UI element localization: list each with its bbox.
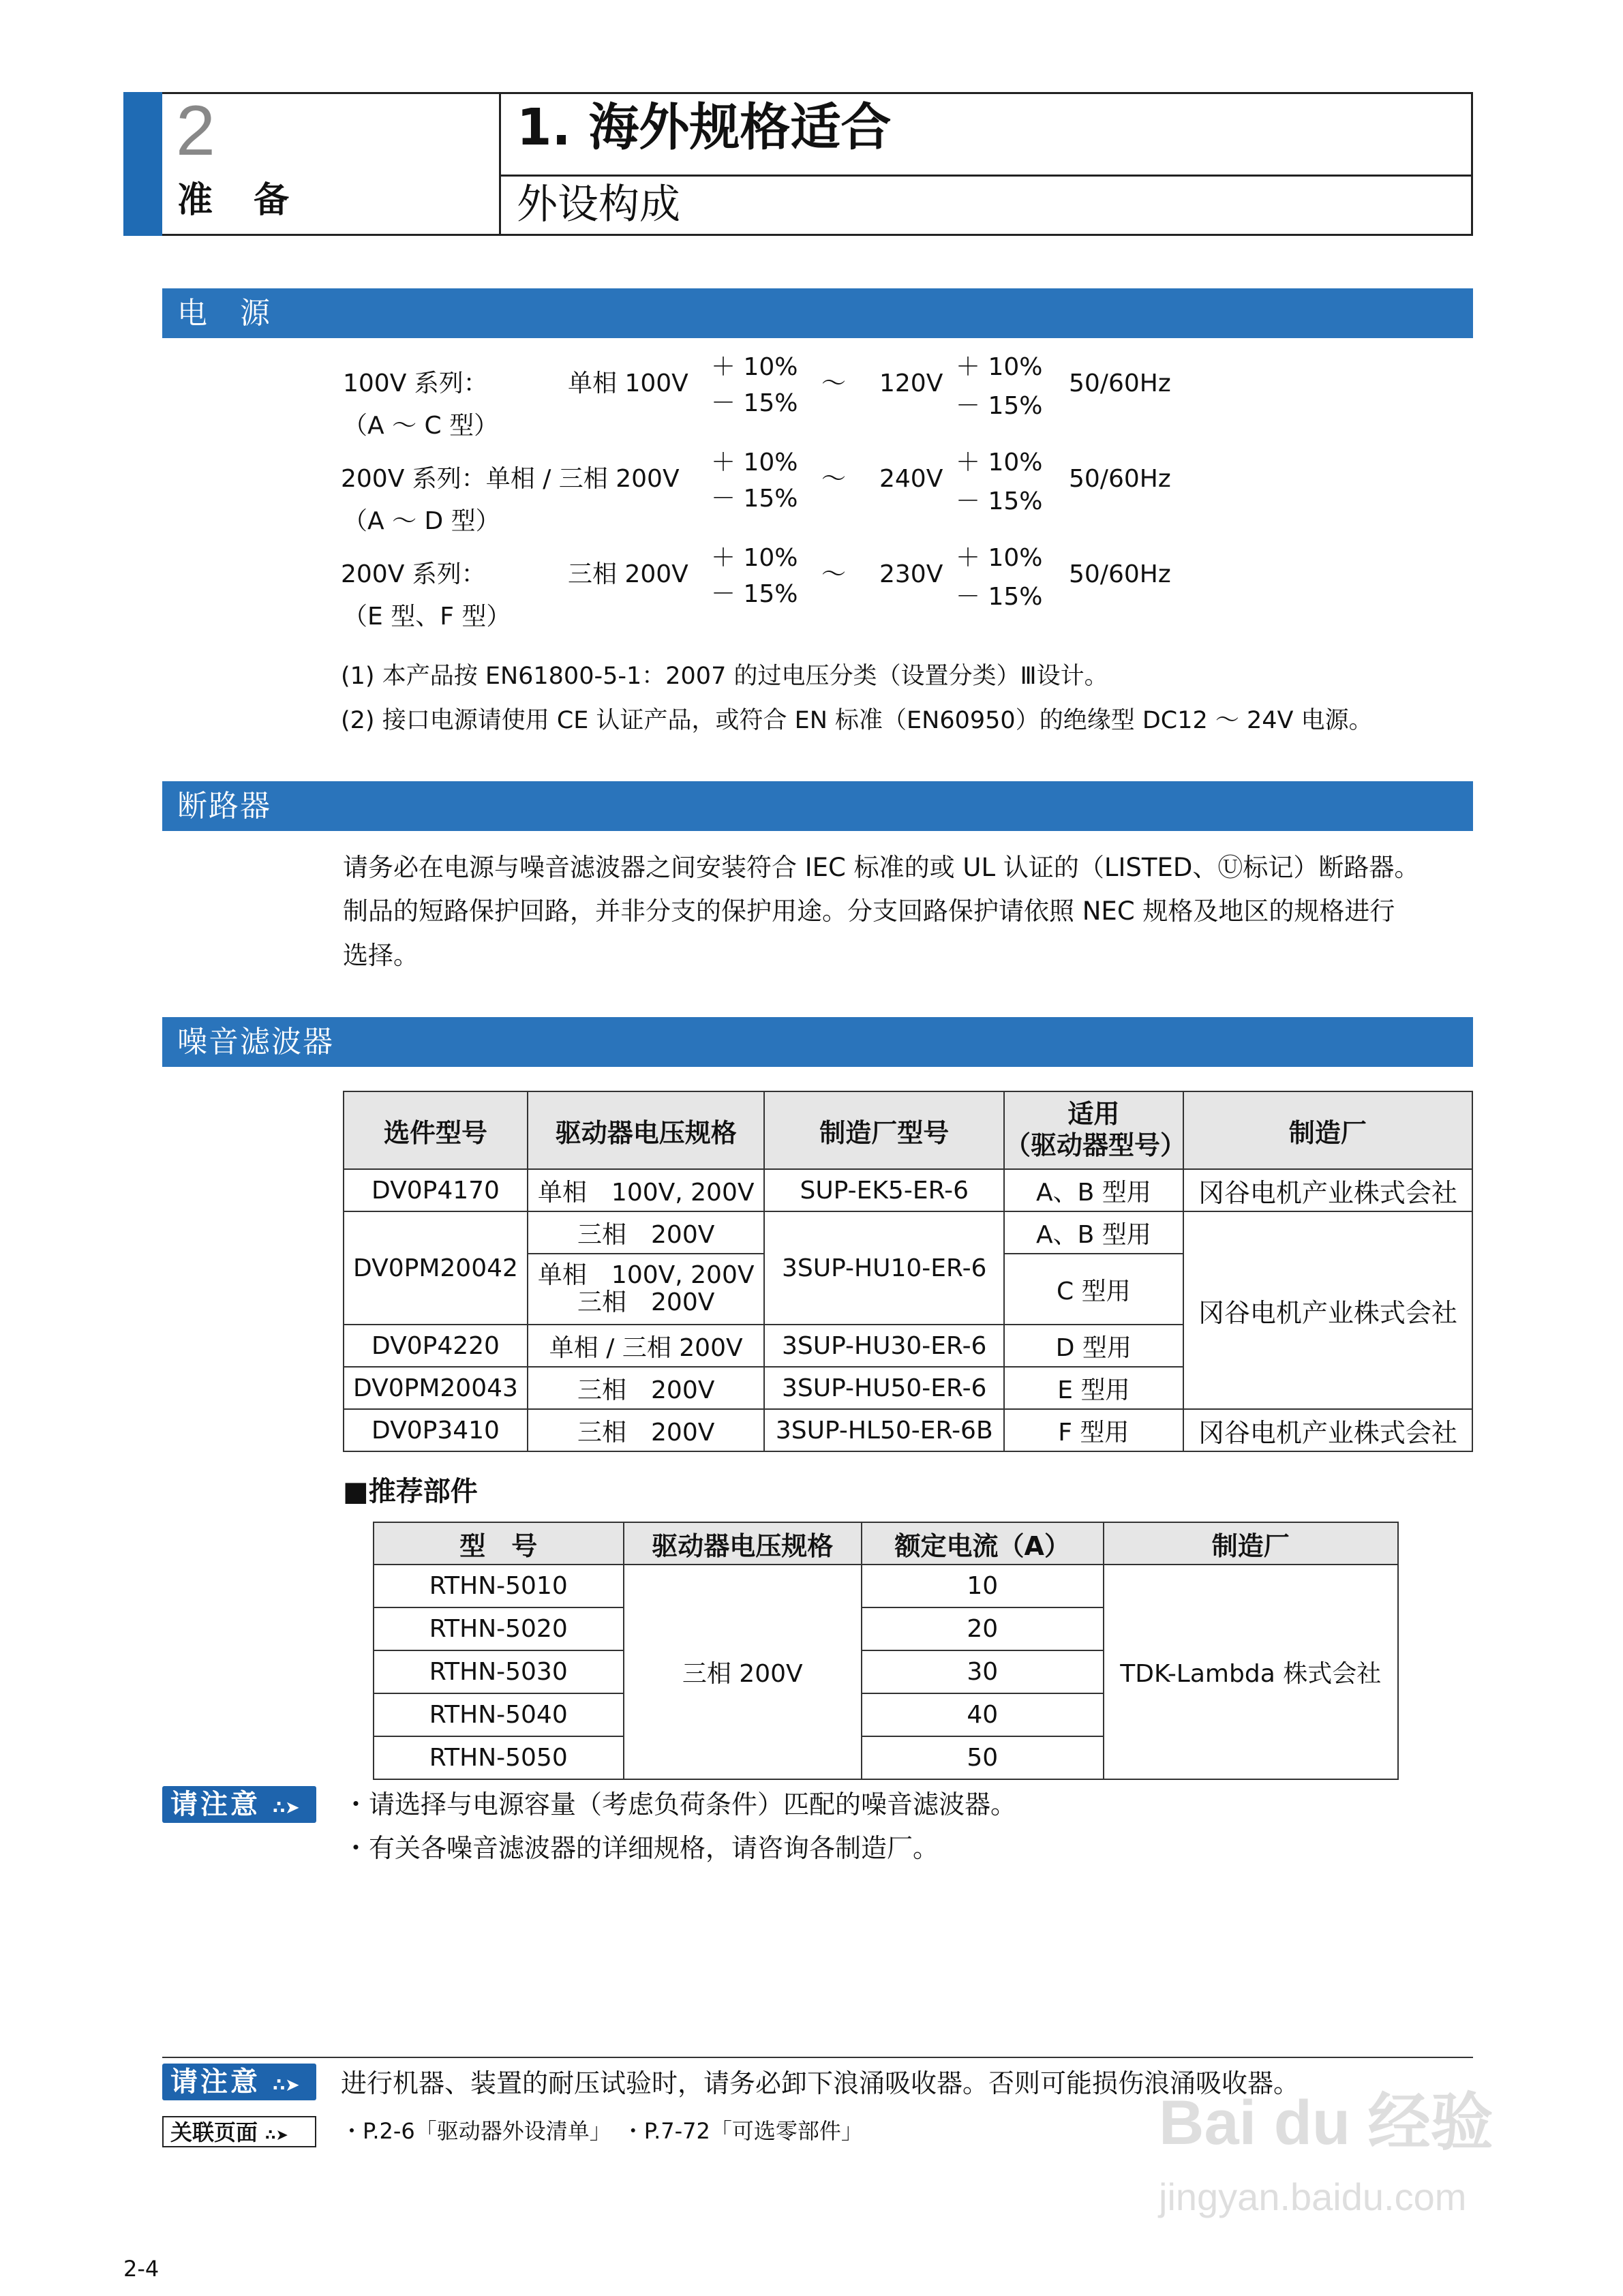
rec-cell: TDK-Lambda 株式会社: [1104, 1565, 1398, 1779]
page-number: 2-4: [123, 2256, 160, 2282]
power-series-2: 200V 系列：单相 / 三相 200V: [341, 465, 680, 493]
power-tol-a1-1: ＋ 10%: [711, 353, 798, 381]
rec-col-maker: 制造厂: [1104, 1522, 1398, 1565]
table-row: [344, 1211, 1472, 1254]
filter-cell: A、B 型用: [1004, 1211, 1183, 1254]
filter-cell: DV0P4220: [344, 1325, 528, 1367]
rec-cell: RTHN-5010: [374, 1565, 624, 1607]
watermark-url: jingyan.baidu.com: [1159, 2175, 1467, 2218]
power-tilde-2: ～: [821, 465, 847, 493]
filter-col-apply: [1004, 1091, 1187, 1169]
rec-cell: 三相 200V: [624, 1565, 862, 1779]
filter-cell: 3SUP-HL50-ER-6B: [764, 1409, 1004, 1451]
rec-col-model: 型 号: [374, 1522, 624, 1565]
power-freq-1: 50/60Hz: [1069, 369, 1171, 397]
power-tol-a1-3: ＋ 10%: [711, 544, 798, 572]
dotted-arrow-icon: ∴➤: [272, 1798, 300, 1818]
table-row: [374, 1565, 1398, 1607]
power-phase-1: 单相 100V: [568, 369, 688, 397]
caution-1-line-2: ・有关各噪音滤波器的详细规格，请咨询各制造厂。: [343, 1833, 939, 1863]
rec-col-voltage: 驱动器电压规格: [624, 1522, 862, 1565]
filter-cell: DV0PM20043: [344, 1367, 528, 1409]
filter-cell: C 型用: [1004, 1254, 1183, 1325]
filter-cell: 单相 / 三相 200V: [528, 1325, 765, 1367]
power-freq-3: 50/60Hz: [1069, 560, 1171, 588]
power-tilde-3: ～: [821, 560, 847, 588]
filter-col-option: 选件型号: [344, 1091, 528, 1169]
rec-cell: 20: [862, 1607, 1104, 1650]
recommended-heading: ■推荐部件: [343, 1476, 478, 1507]
recommended-table: [373, 1522, 1399, 1780]
rec-cell: RTHN-5050: [374, 1736, 624, 1779]
power-note-1: （A ～ C 型）: [343, 412, 499, 440]
filter-cell: 三相 200V: [528, 1409, 765, 1451]
filter-cell: 3SUP-HU30-ER-6: [764, 1325, 1004, 1367]
power-series-1: 100V 系列：: [343, 369, 488, 397]
section-filter-heading: 噪音滤波器: [162, 1017, 1473, 1067]
caution-1-line-1: ・请选择与电源容量（考虑负荷条件）匹配的噪音滤波器。: [343, 1789, 1017, 1819]
power-note-2-text: (2) 接口电源请使用 CE 认证产品，或符合 EN 标准（EN60950）的绝缘型 DC12 ～ 24V 电源。: [341, 707, 1373, 734]
footer-divider: [162, 2057, 1473, 2058]
filter-cell: 冈谷电机产业株式会社: [1183, 1211, 1472, 1409]
power-tol-b1-1: ＋ 10%: [956, 353, 1043, 381]
power-phase-3: 三相 200V: [568, 560, 688, 588]
rec-col-current: 额定电流（A）: [862, 1522, 1104, 1565]
power-tol-a1-2: ＋ 10%: [711, 449, 798, 477]
filter-col-apply-line2: （驱动器型号）: [1005, 1130, 1187, 1160]
filter-cell: DV0P4170: [344, 1169, 528, 1211]
rec-cell: 10: [862, 1565, 1104, 1607]
page-title: 1. 海外规格适合: [517, 98, 892, 157]
filter-table: [343, 1091, 1473, 1452]
filter-cell: 三相 200V: [528, 1367, 765, 1409]
breaker-line-3: 选择。: [343, 941, 419, 970]
power-tol-b1-3: ＋ 10%: [956, 544, 1043, 572]
power-tol-b2-3: － 15%: [956, 583, 1043, 611]
power-note-3: （E 型、F 型）: [343, 603, 511, 631]
dotted-arrow-icon: ∴➤: [272, 2075, 300, 2096]
rec-cell: RTHN-5040: [374, 1693, 624, 1736]
dotted-arrow-icon: ∴➤: [265, 2127, 288, 2144]
related-pages-text: ・P.2-6「驱动器外设清单」 ・P.7-72「可选零部件」: [341, 2118, 863, 2144]
header-divider-horizontal: [499, 175, 1473, 177]
filter-cell: 三相 200V: [528, 1211, 765, 1254]
filter-cell: 单相 100V, 200V: [528, 1169, 765, 1211]
filter-cell: DV0PM20042: [344, 1211, 528, 1325]
power-note-2: （A ～ D 型）: [343, 507, 500, 535]
power-tol-b2-1: － 15%: [956, 392, 1043, 420]
filter-cell: D 型用: [1004, 1325, 1183, 1367]
filter-cell: SUP-EK5-ER-6: [764, 1169, 1004, 1211]
power-tol-b2-2: － 15%: [956, 487, 1043, 515]
filter-cell: 冈谷电机产业株式会社: [1183, 1409, 1472, 1451]
rec-cell: 40: [862, 1693, 1104, 1736]
section-breaker-heading: 断路器: [162, 781, 1473, 831]
caution-badge-label: 请注意: [170, 1789, 260, 1820]
related-pages-badge: [162, 2116, 316, 2147]
filter-cell: F 型用: [1004, 1409, 1183, 1451]
power-note-1-text: (1) 本产品按 EN61800-5-1：2007 的过电压分类（设置分类）Ⅲ设计。: [341, 663, 1108, 690]
filter-cell: A、B 型用: [1004, 1169, 1183, 1211]
power-tol-a2-3: － 15%: [711, 580, 798, 608]
filter-cell: 3SUP-HU50-ER-6: [764, 1367, 1004, 1409]
caution-2-text: 进行机器、装置的耐压试验时，请务必卸下浪涌吸收器。否则可能损伤浪涌吸收器。: [341, 2068, 1300, 2098]
filter-cell: DV0P3410: [344, 1409, 528, 1451]
rec-cell: RTHN-5020: [374, 1607, 624, 1650]
caution-badge-label: 请注意: [170, 2066, 260, 2098]
chapter-color-tab: [123, 92, 162, 236]
filter-cell: E 型用: [1004, 1367, 1183, 1409]
power-tol-a2-1: － 15%: [711, 389, 798, 417]
filter-col-apply-line1: 适用: [1067, 1099, 1120, 1130]
power-freq-2: 50/60Hz: [1069, 465, 1171, 493]
power-upper-1: 120V: [879, 369, 943, 397]
filter-cell: 冈谷电机产业株式会社: [1183, 1169, 1472, 1211]
filter-col-voltage: 驱动器电压规格: [528, 1091, 765, 1169]
chapter-name: 准备: [177, 180, 331, 221]
filter-cell: [528, 1254, 765, 1325]
power-upper-2: 240V: [879, 465, 943, 493]
table-row: [344, 1169, 1472, 1211]
filter-cell-line: 三相 200V: [577, 1288, 715, 1316]
section-power-heading: 电 源: [162, 288, 1473, 338]
caution-badge-1: [162, 1786, 316, 1823]
caution-badge-2: [162, 2064, 316, 2100]
filter-col-model: 制造厂型号: [764, 1091, 1004, 1169]
rec-cell: RTHN-5030: [374, 1650, 624, 1693]
filter-cell: 3SUP-HU10-ER-6: [764, 1211, 1004, 1325]
power-tol-a2-2: － 15%: [711, 485, 798, 513]
filter-cell-line: 单相 100V, 200V: [537, 1261, 755, 1290]
power-series-3: 200V 系列：: [341, 560, 486, 588]
power-tilde-1: ～: [821, 369, 847, 397]
breaker-line-2: 制品的短路保护回路，并非分支的保护用途。分支回路保护请依照 NEC 规格及地区的规格进行: [343, 896, 1395, 926]
rec-cell: 30: [862, 1650, 1104, 1693]
page-subtitle: 外设构成: [517, 181, 680, 228]
power-tol-b1-2: ＋ 10%: [956, 449, 1043, 477]
breaker-line-1: 请务必在电源与噪音滤波器之间安装符合 IEC 标准的或 UL 认证的（LISTED、Ⓤ标记）断路器。: [343, 853, 1420, 882]
related-badge-label: 关联页面: [170, 2119, 258, 2145]
chapter-number: 2: [176, 91, 215, 170]
watermark-logo: Bai du 经验: [1159, 2088, 1493, 2158]
power-upper-3: 230V: [879, 560, 943, 588]
rec-cell: 50: [862, 1736, 1104, 1779]
filter-col-maker: 制造厂: [1183, 1091, 1472, 1169]
table-row: [344, 1409, 1472, 1451]
header-divider-vertical: [499, 92, 501, 236]
